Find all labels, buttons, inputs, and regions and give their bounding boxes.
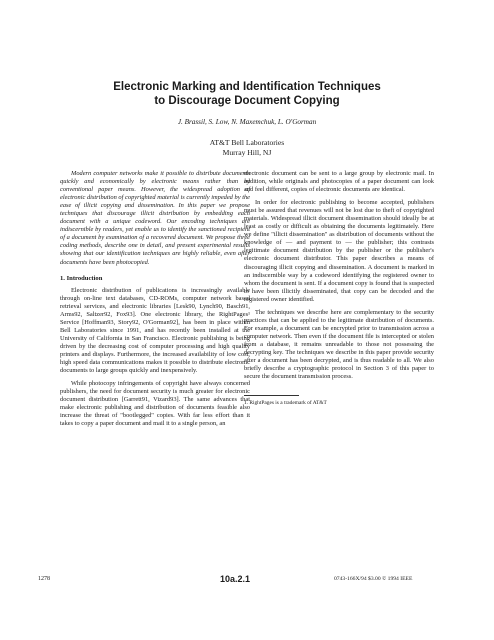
author-list: J. Brassil, S. Low, N. Maxemchuk, L. O'Gorman bbox=[177, 118, 317, 126]
intro-paragraph-1: Electronic distribution of publications is increasingly available through on-line text databases, CD-ROMs, computer network based retrieval services, and electronic libraries [Lesk90, Lynch90, Basch91, Arms92, Saltzer92, Fox93]. One electronic library, the RightPages¹ Service [Hoffman93, Story92, O'Gorman92], has been in place within Bell Laboratories since 1991, and has recently been installed at the University of California in San Francisco. Electronic publishing is being driven by the decreasing cost of computer processing and high quality printers and displays. Furthermore, the increased availability of low cost, high speed data communications makes it possible to distribute electronic documents to large groups quickly and inexpensively. bbox=[60, 286, 250, 375]
page-number: 1278 bbox=[38, 576, 50, 582]
intro-paragraph-4: In order for electronic publishing to become accepted, publishers must be assured that revenues will not be lost due to theft of copyrighted materials. Widespread illicit document dissemination should ideally be at least as costly or difficult as obtaining the documents legitimately. Here we define "illicit dissemination" as distribution of documents without the knowledge of — and payment to — the publisher; this contrasts legitimate document distribution by the publisher or the publisher's electronic document distributor. This paper describes a means of discouraging illicit copying and dissemination. A document is marked in an indiscernible way by a codeword identifying the registered owner to whom the document is sent. If a document copy is found that is suspected to have been illicitly disseminated, that copy can be decoded and the registered owner identified. bbox=[244, 199, 434, 303]
abstract: Modern computer networks make it possible to distribute documents quickly and economically by electronic means rather than by conventional paper means. However, the widespread adoption of electronic distribution of copyrighted material is currently impeded by the ease of illicit copying and dissemination. In this paper we propose techniques that discourage illicit distribution by embedding each document with a unique codeword. Our encoding techniques are indiscernible by readers, yet enable us to identify the sanctioned recipient of a document by examination of a recovered document. We propose three coding methods, describe one in detail, and present experimental results showing that our identification techniques are highly reliable, even after documents have been photocopied. bbox=[60, 170, 250, 266]
session-id: 10a.2.1 bbox=[220, 574, 251, 584]
intro-paragraph-3: electronic document can be sent to a large group by electronic mail. In addition, while originals and photocopies of a paper document can look and feel different, copies of electronic documents are identical. bbox=[244, 170, 434, 194]
section-heading-introduction: 1. Introduction bbox=[60, 274, 103, 282]
affiliation-location: Murray Hill, NJ bbox=[222, 148, 272, 157]
footnote: 1. RightPages is a trademark of AT&T bbox=[244, 400, 327, 407]
affiliation bbox=[60, 138, 434, 158]
left-column bbox=[60, 170, 250, 433]
paper-title bbox=[60, 80, 434, 108]
intro-paragraph-5: The techniques we describe here are complementary to the security practices that can be applied to the legitimate distribution of documents. For example, a document can be encrypted prior to transmission across a computer network. Then even if the document file is intercepted or stolen from a database, it remains unreadable to those not possessing the decrypting key. The techniques we describe in this paper provide security after a document has been decrypted, and is thus readable to all. We also briefly describe a cryptographic protocol in Section 3 of this paper to secure the document transmission process. bbox=[244, 308, 434, 381]
title-line-2: to Discourage Document Copying bbox=[154, 95, 340, 107]
footnote-divider bbox=[244, 395, 299, 396]
intro-paragraph-2: While photocopy infringements of copyright have always concerned publishers, the need for document security is much greater for electronic document distribution [Garrett91, Vizard93]. The same advances that make electronic publishing and distribution of documents feasible also increase the threat of "bootlegged" copies. With far less effort than it takes to copy a paper document and mail it to a single person, an bbox=[60, 380, 250, 428]
affiliation-org: AT&T Bell Laboratories bbox=[209, 138, 285, 147]
title-line-1: Electronic Marking and Identification Techniques bbox=[113, 81, 381, 93]
copyright-notice: 0743-166X/94 $3.00 © 1994 IEEE bbox=[334, 576, 413, 582]
right-column bbox=[244, 170, 434, 407]
